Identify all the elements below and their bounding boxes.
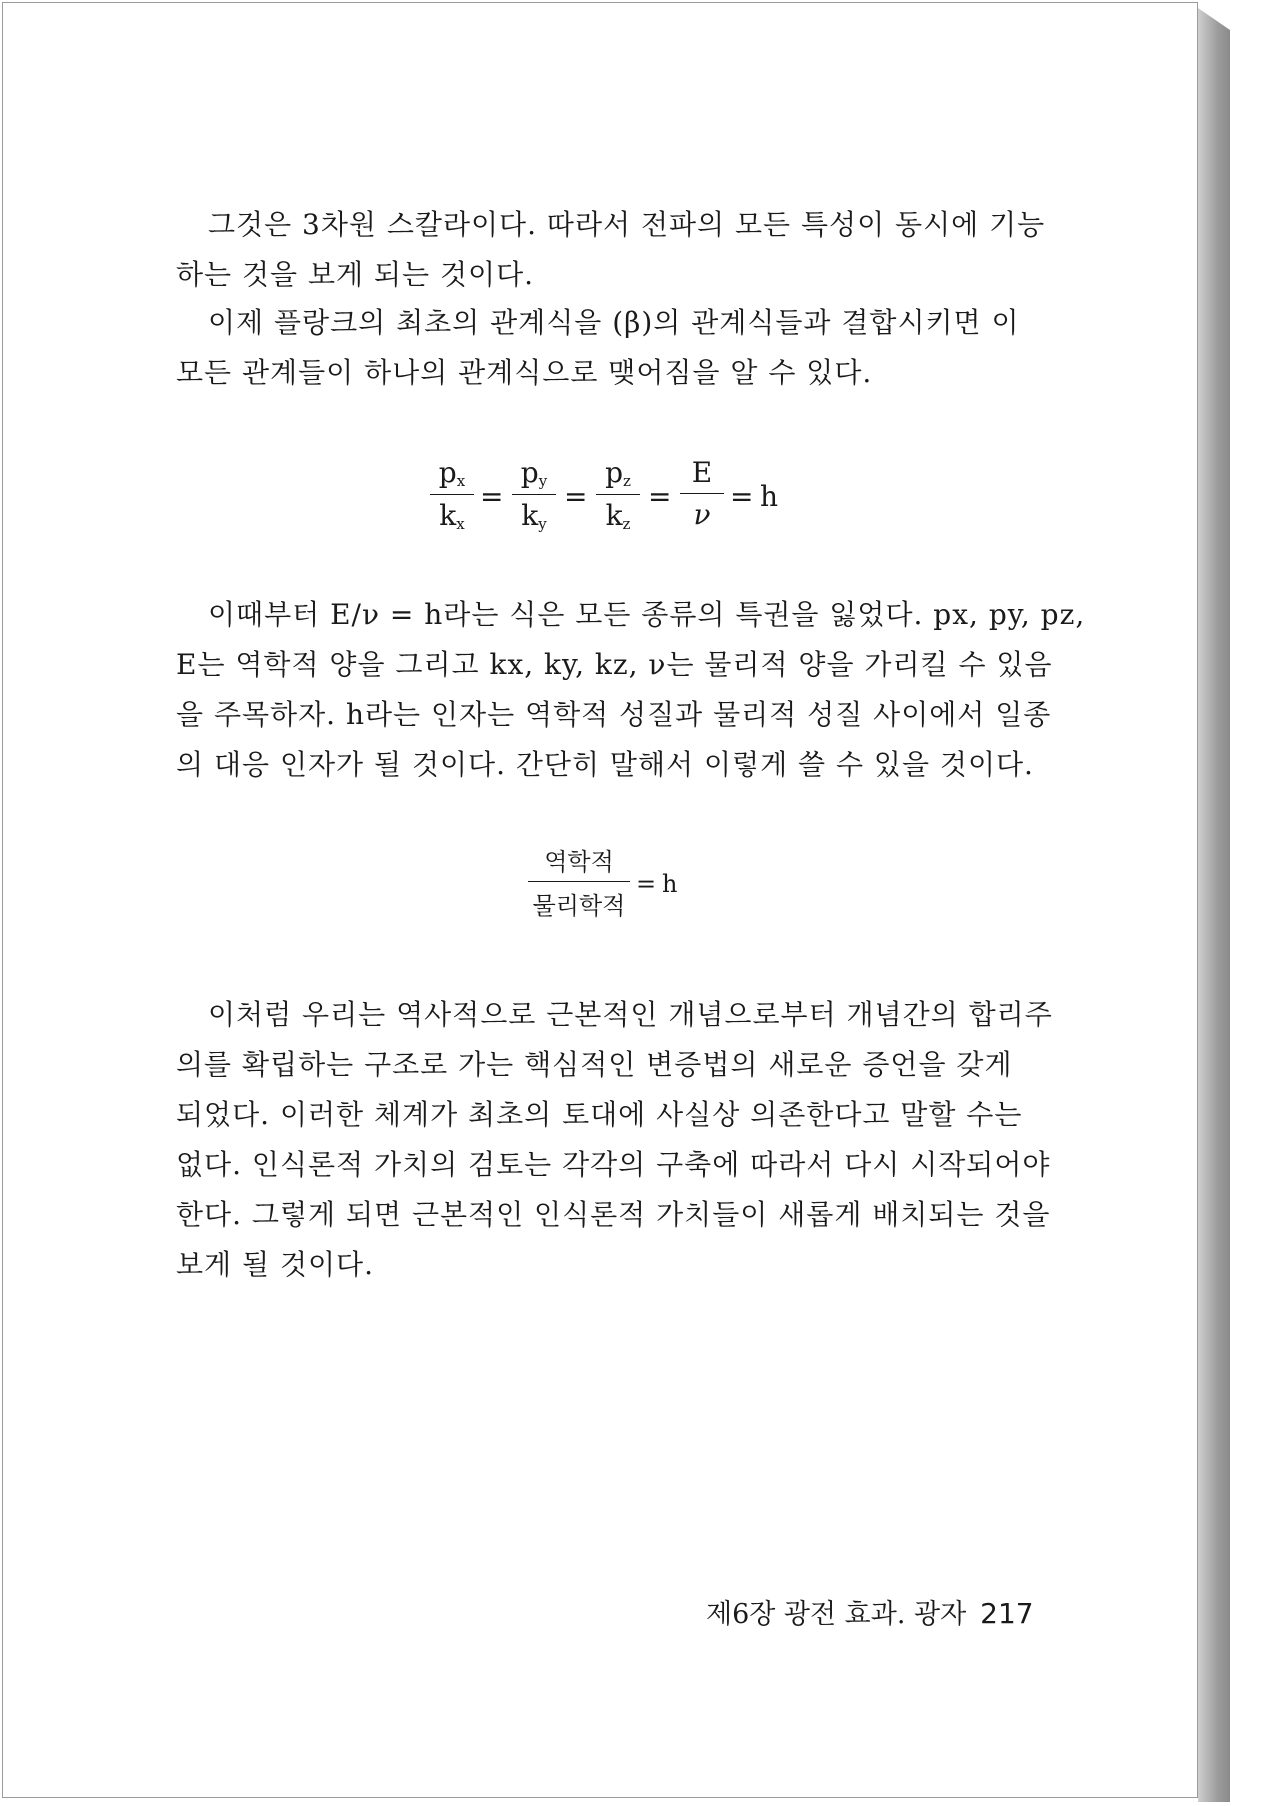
f3-denominator: k (605, 499, 623, 532)
equals-sign: = (564, 480, 588, 513)
fraction-pz-kz (596, 456, 640, 533)
fraction-py-ky (512, 456, 556, 533)
paragraph-3-line-1: 이때부터 E/ν = h라는 식은 모든 종류의 특권을 잃었다. px, py, pz, (208, 598, 1086, 631)
equation-mechanical-physical (528, 842, 728, 942)
chapter-title: 제6장 광전 효과. 광자 (706, 1599, 967, 1630)
equals-sign: = (636, 870, 657, 898)
fraction-bar (430, 494, 474, 495)
paragraph-1-line-1: 그것은 3차원 스칼라이다. 따라서 전파의 모든 특성이 동시에 기능 (208, 208, 1046, 241)
fraction-px-kx (430, 456, 474, 533)
f1-denominator: k (439, 499, 457, 532)
fraction-numerator: 역학적 (544, 848, 614, 876)
f2-numerator: p (520, 456, 539, 489)
equals-sign: = (648, 480, 672, 513)
paragraph-1 (176, 200, 1046, 300)
paragraph-4-line-5: 한다. 그렇게 되면 근본적인 인식론적 가치들이 새롭게 배치되는 것을 (176, 1198, 1051, 1231)
planck-constant: h (662, 870, 678, 898)
equals-sign: = (730, 480, 754, 513)
f4-denominator: ν (693, 498, 711, 531)
paragraph-2-line-1: 이제 플랑크의 최초의 관계식을 (β)의 관계식들과 결합시키면 이 (208, 306, 1020, 339)
f3-denominator-sub: z (622, 515, 631, 533)
paragraph-3-line-3: 을 주목하자. h라는 인자는 역학적 성질과 물리적 성질 사이에서 일종 (176, 698, 1052, 731)
f2-denominator: k (521, 499, 539, 532)
equation-momentum-wavenumber (430, 456, 790, 546)
f1-denominator-sub: x (456, 515, 465, 533)
paragraph-4-line-4: 없다. 인식론적 가치의 검토는 각각의 구축에 따라서 다시 시작되어야 (176, 1148, 1051, 1181)
paragraph-3-line-2: E는 역학적 양을 그리고 kx, ky, kz, ν는 물리적 양을 가리킬 수 있음 (176, 648, 1053, 681)
f2-denominator-sub: y (538, 515, 547, 533)
paragraph-2 (176, 298, 1024, 398)
equals-sign: = (480, 480, 504, 513)
fraction-bar (528, 881, 630, 882)
fraction-bar (596, 494, 640, 495)
f1-numerator-sub: x (456, 472, 466, 490)
paragraph-4-line-6: 보게 될 것이다. (176, 1248, 374, 1281)
fraction-bar (680, 493, 724, 494)
paragraph-4-line-1: 이처럼 우리는 역사적으로 근본적인 개념으로부터 개념간의 합리주 (208, 998, 1053, 1031)
paragraph-1-line-2: 하는 것을 보게 되는 것이다. (176, 258, 535, 291)
f3-numerator: p (605, 456, 624, 489)
paragraph-3 (176, 590, 1086, 790)
paragraph-4-line-2: 의를 확립하는 구조로 가는 핵심적인 변증법의 새로운 증언을 갖게 (176, 1048, 1013, 1081)
page-stack-edge (1198, 8, 1230, 1802)
page-number: 217 (980, 1597, 1034, 1630)
paragraph-2-line-2: 모든 관계들이 하나의 관계식으로 맺어짐을 알 수 있다. (176, 356, 873, 389)
planck-constant: h (760, 480, 779, 513)
f3-numerator-sub: z (623, 472, 631, 490)
f4-numerator: E (691, 456, 713, 489)
page-footer (706, 1592, 1034, 1631)
fraction-e-nu (680, 456, 724, 531)
fraction-denominator: 물리학적 (532, 892, 626, 920)
fraction-mechanical-over-physical (528, 842, 630, 921)
f1-numerator: p (438, 456, 457, 489)
paragraph-4-line-3: 되었다. 이러한 체계가 최초의 토대에 사실상 의존한다고 말할 수는 (176, 1098, 1023, 1131)
paragraph-4 (176, 990, 1053, 1290)
paragraph-3-line-4: 의 대응 인자가 될 것이다. 간단히 말해서 이렇게 쓸 수 있을 것이다. (176, 748, 1034, 781)
fraction-bar (512, 494, 556, 495)
f2-numerator-sub: y (538, 472, 548, 490)
